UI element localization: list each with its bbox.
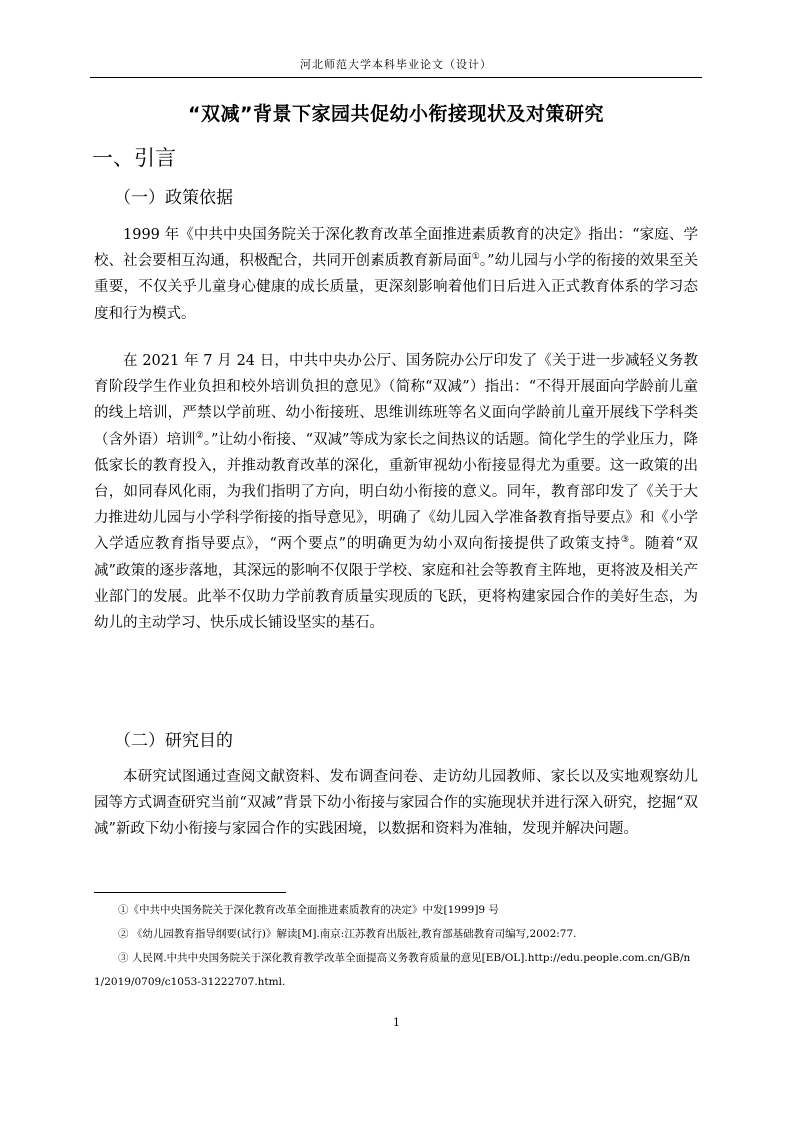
- paragraph-policy-2: [94, 348, 698, 636]
- footnote-separator: [94, 892, 286, 893]
- header-rule: [90, 77, 702, 78]
- running-header: 河北师范大学本科毕业论文（设计）: [300, 58, 492, 71]
- paragraph-policy-1: [94, 222, 698, 327]
- subsection-heading-research-purpose: （二）研究目的: [114, 731, 233, 751]
- section-heading-introduction: 一、引言: [92, 146, 176, 170]
- document-title: “双减”背景下家园共促幼小衔接现状及对策研究: [188, 103, 604, 125]
- footnote-3: ③ 人民网.中共中央国务院关于深化教育教学改革全面提高义务教育质量的意见[EB/OL].http://edu.people.com.cn/GB/n1/2019/0709/c1053-31222707.html.: [94, 952, 691, 988]
- page-number: 1: [393, 1016, 400, 1029]
- footnote-1: ①《中共中央国务院关于深化教育改革全面推进素质教育的决定》中发[1999]9 号: [118, 904, 499, 916]
- paragraph-research-purpose: 本研究试图通过查阅文献资料、发布调查问卷、走访幼儿园教师、家长以及实地观察幼儿园等方式调查研究当前“双减”背景下幼小衔接与家园合作的实施现状并进行深入研究，挖掘“双减”新政下幼小衔接与家园合作的实践困境，以数据和资料为准轴，发现并解决问题。: [94, 769, 698, 838]
- footnotes: [94, 898, 698, 994]
- footnote-ref-1[interactable]: ①: [471, 252, 480, 263]
- paragraph-text: 。随着“双减”政策的逐步落地，其深远的影响不仅限于学校、家庭和社会等教育主阵地，更将波及相关产业部门的发展。此举不仅助力学前教育质量实现质的飞跃，更将构建家园合作的美好生态，为幼儿的主动学习、快乐成长铺设坚实的基石。: [94, 536, 699, 632]
- paragraph-text: 1999 年《中共中央国务院关于深化教育改革全面推进素质教育的决定》指出：“家庭、学校、社会要相互沟通，积极配合，共同开创素质教育新局面: [94, 227, 698, 270]
- paragraph-text: 在 2021 年 7 月 24 日，中共中央办公厅、国务院办公厅印发了《关于进一步减轻义务教育阶段学生作业负担和校外培训负担的意见》（简称“双减”）指出：“不得开展面向学龄前儿童的线上培训，严禁以学前班、幼小衔接班、思维训练班等名义面向学龄前儿童开展线下学科类（含外语）培训: [94, 353, 698, 448]
- footnote-2: ② 《幼儿园教育指导纲要(试行)》解读[M].南京:江苏教育出版社,教育部基础教育司编写,2002:77.: [118, 928, 577, 940]
- paragraph-text: 。”幼儿园与小学的衔接的效果至关重要，不仅关乎儿童身心健康的成长质量，更深刻影响着他们日后进入正式教育体系的学习态度和行为模式。: [94, 253, 698, 322]
- subsection-heading-policy-basis: （一）政策依据: [114, 188, 233, 208]
- paragraph-text: 。”让幼小衔接、“双减”等成为家长之间热议的话题。简化学生的学业压力，降低家长的教育投入，并推动教育改革的深化，重新审视幼小衔接显得尤为重要。这一政策的出台，如同春风化雨，为我们指明了方向，明白幼小衔接的意义。同年，教育部印发了《关于大力推进幼儿园与小学科学衔接的指导意见》，明确了《幼儿园入学准备教育指导要点》和《小学入学适应教育指导要点》，“两个要点”的明确更为幼小双向衔接提供了政策支持: [94, 431, 698, 553]
- footnote-ref-2[interactable]: ②: [195, 430, 204, 441]
- footnote-ref-3[interactable]: ③: [620, 535, 630, 546]
